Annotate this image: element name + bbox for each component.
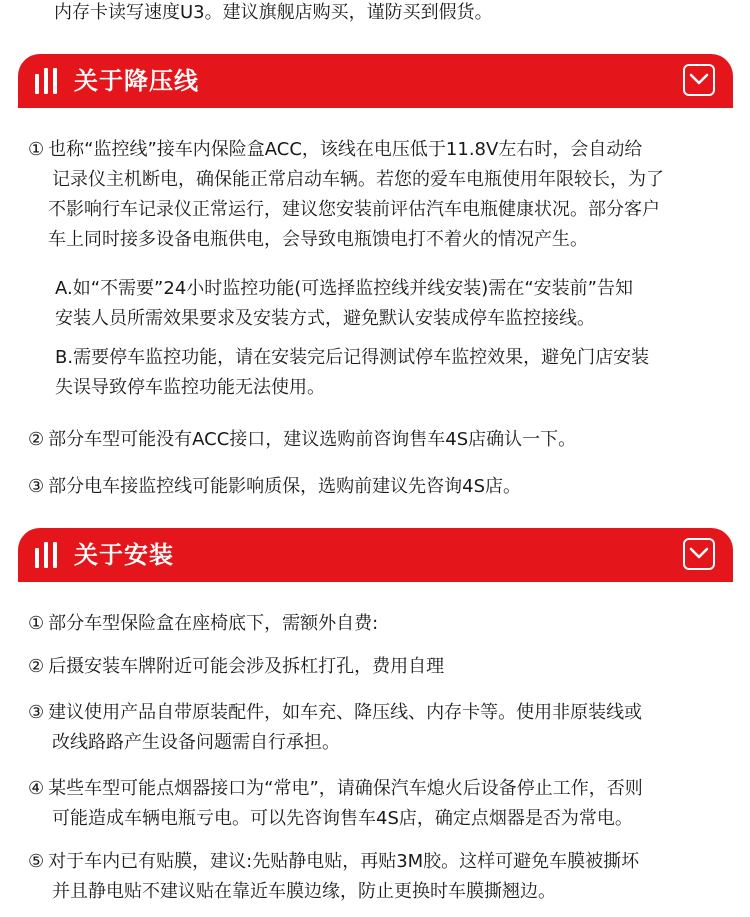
list-item-line: 并且静电贴不建议贴在靠近车膜边缘，防止更换时车膜撕翘边。	[52, 881, 556, 902]
section-title: 关于安装	[74, 541, 174, 569]
list-item: ⑤ 对于车内已有贴膜，建议:先贴静电贴，再贴3M胶。这样可避免车膜被撕坏	[28, 851, 640, 872]
list-item: ③ 部分电车接监控线可能影响质保，选购前建议先咨询4S店。	[28, 476, 522, 497]
sub-item-b: B.需要停车监控功能，请在安装完后记得测试停车监控效果，避免门店安装	[55, 347, 650, 368]
list-item-line: 车上同时接多设备电瓶供电，会导致电瓶馈电打不着火的情况产生。	[48, 229, 588, 250]
list-item: ① 也称“监控线”接车内保险盒ACC，该线在电压低于11.8V左右时，会自动给	[28, 139, 643, 160]
sub-item-b-line: 失误导致停车监控功能无法使用。	[55, 377, 325, 398]
bars-icon	[35, 542, 57, 568]
sub-item-a: A.如“不需要”24小时监控功能(可选择监控线并线安装)需在“安装前”告知	[55, 278, 633, 299]
list-item: ③ 建议使用产品自带原装配件，如车充、降压线、内存卡等。使用非原装线或	[28, 702, 643, 723]
list-item: ④ 某些车型可能点烟器接口为“常电”，请确保汽车熄火后设备停止工作，否则	[28, 778, 643, 799]
section-header-voltage	[18, 54, 733, 108]
list-item: ② 部分车型可能没有ACC接口，建议选购前咨询售车4S店确认一下。	[28, 429, 577, 450]
list-item: ① 部分车型保险盒在座椅底下，需额外自费:	[28, 613, 379, 634]
list-item-line: 改线路路产生设备问题需自行承担。	[52, 732, 340, 753]
chevron-down-icon[interactable]	[683, 538, 715, 570]
list-item: ② 后摄安装车牌附近可能会涉及拆杠打孔，费用自理	[28, 656, 445, 677]
list-item-line: 可能造成车辆电瓶亏电。可以先咨询售车4S店，确定点烟器是否为常电。	[52, 808, 633, 829]
sub-item-a-line: 安装人员所需效果要求及安装方式，避免默认安装成停车监控接线。	[55, 308, 595, 329]
top-text: 内存卡读写速度U3。建议旗舰店购买，谨防买到假货。	[54, 2, 493, 23]
chevron-down-icon[interactable]	[683, 64, 715, 96]
section-header-install	[18, 528, 733, 582]
list-item-line: 记录仪主机断电，确保能正常启动车辆。若您的爱车电瓶使用年限较长，为了	[52, 169, 664, 190]
bars-icon	[35, 68, 57, 94]
list-item-line: 不影响行车记录仪正常运行，建议您安装前评估汽车电瓶健康状况。部分客户	[48, 199, 660, 220]
section-title: 关于降压线	[74, 67, 199, 95]
